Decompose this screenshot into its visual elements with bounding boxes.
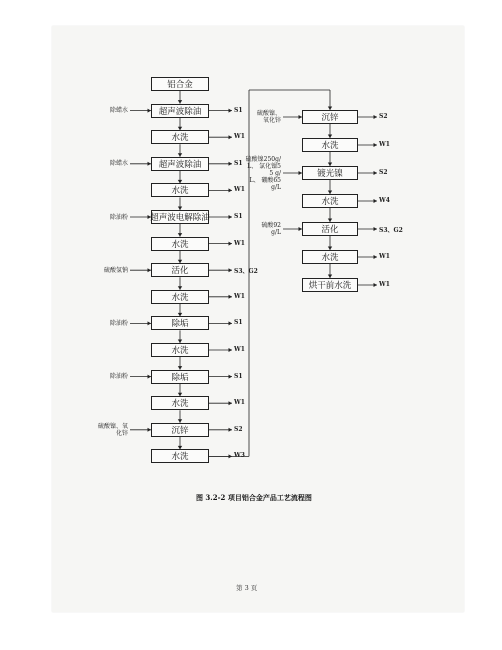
- arrow-head: [229, 321, 233, 325]
- left-step-box: 除垢: [151, 370, 209, 384]
- arrow-head: [374, 227, 378, 231]
- left-step-box: 水洗: [151, 237, 209, 251]
- left-output-label: S3、G2: [234, 268, 258, 276]
- left-step-box: 水洗: [151, 449, 209, 463]
- right-step-box: 活化: [302, 222, 358, 236]
- left-output-label: S1: [234, 106, 243, 114]
- right-step-box: 沉锌: [302, 110, 358, 124]
- right-step-box: 水洗: [302, 250, 358, 264]
- left-input-label: 除油粉: [109, 213, 128, 221]
- left-output-label: S2: [234, 425, 243, 433]
- left-input-label: 除油粉: [109, 319, 128, 327]
- arrow-head: [229, 295, 233, 299]
- left-step-box: 水洗: [151, 290, 209, 304]
- right-output-label: S2: [379, 113, 388, 120]
- left-output-label: S1: [234, 159, 243, 167]
- left-step-box: 活化: [151, 263, 209, 277]
- left-step-box: 超声波电解除油: [151, 210, 209, 224]
- left-input-label: 除油粉: [109, 373, 128, 381]
- arrow-head: [374, 115, 378, 119]
- arrow-head: [229, 375, 233, 379]
- left-input-label: 硫酸氢钠: [103, 266, 128, 274]
- left-output-label: W1: [234, 186, 245, 194]
- right-step-box: 烘干前水洗: [302, 278, 358, 292]
- left-output-label: S1: [234, 213, 243, 220]
- left-step-box: 水洗: [151, 396, 209, 410]
- left-output-label: W1: [234, 239, 245, 247]
- left-output-label: S1: [234, 372, 243, 380]
- right-output-label: W1: [379, 281, 390, 288]
- arrow-head: [229, 428, 233, 432]
- left-output-label: S1: [234, 319, 243, 327]
- arrow-head: [374, 255, 378, 259]
- left-output-label: W1: [234, 346, 245, 353]
- page-number: 第 3 页: [236, 584, 258, 592]
- arrow-head: [229, 242, 233, 246]
- left-step-box: 超声波除油: [151, 104, 209, 118]
- right-output-label: S2: [379, 169, 388, 176]
- right-step-box: 水洗: [302, 194, 358, 208]
- arrow-head: [229, 268, 233, 272]
- left-input-label: 除蜡水: [109, 160, 128, 168]
- arrow-head: [374, 143, 378, 147]
- left-step-box: 超声波除油: [151, 157, 209, 171]
- right-step-box: 水洗: [302, 138, 358, 152]
- left-output-label: W1: [234, 133, 245, 141]
- right-input-label: 硫酸镍、 氧化锌: [256, 110, 281, 124]
- arrow-head: [374, 199, 378, 203]
- figure-caption: 图 3.2-2 项目铝合金产品工艺流程图: [196, 493, 312, 502]
- left-step-box: 沉锌: [151, 423, 209, 437]
- right-input-label: 硫酸92 g/L: [261, 222, 281, 236]
- left-input-label: 硫酸镍、氧 化锌: [97, 422, 128, 437]
- arrow-head: [229, 401, 233, 405]
- arrow-head: [374, 171, 378, 175]
- right-output-label: W1: [379, 141, 390, 148]
- arrow-head: [229, 348, 233, 352]
- left-step-box: 铝合金: [151, 77, 209, 91]
- right-output-label: S3、G2: [379, 227, 403, 234]
- left-input-label: 除蜡水: [109, 107, 128, 115]
- left-step-box: 水洗: [151, 183, 209, 197]
- left-output-label: W3: [234, 452, 245, 460]
- arrow-head: [229, 215, 233, 219]
- left-output-label: W1: [234, 399, 245, 407]
- left-step-box: 除垢: [151, 316, 209, 330]
- left-step-box: 水洗: [151, 130, 209, 144]
- arrow-head: [229, 135, 233, 139]
- left-output-label: W1: [234, 292, 245, 300]
- left-step-box: 水洗: [151, 343, 209, 357]
- right-output-label: W1: [379, 253, 390, 260]
- right-step-box: 镀光镍: [302, 166, 358, 180]
- arrow-head: [374, 283, 378, 287]
- right-input-label: 硫酸镍250g/ L、 氯化镍5 5 g/ L、 硼酸65 g/L: [245, 155, 281, 191]
- right-output-label: W4: [379, 197, 390, 204]
